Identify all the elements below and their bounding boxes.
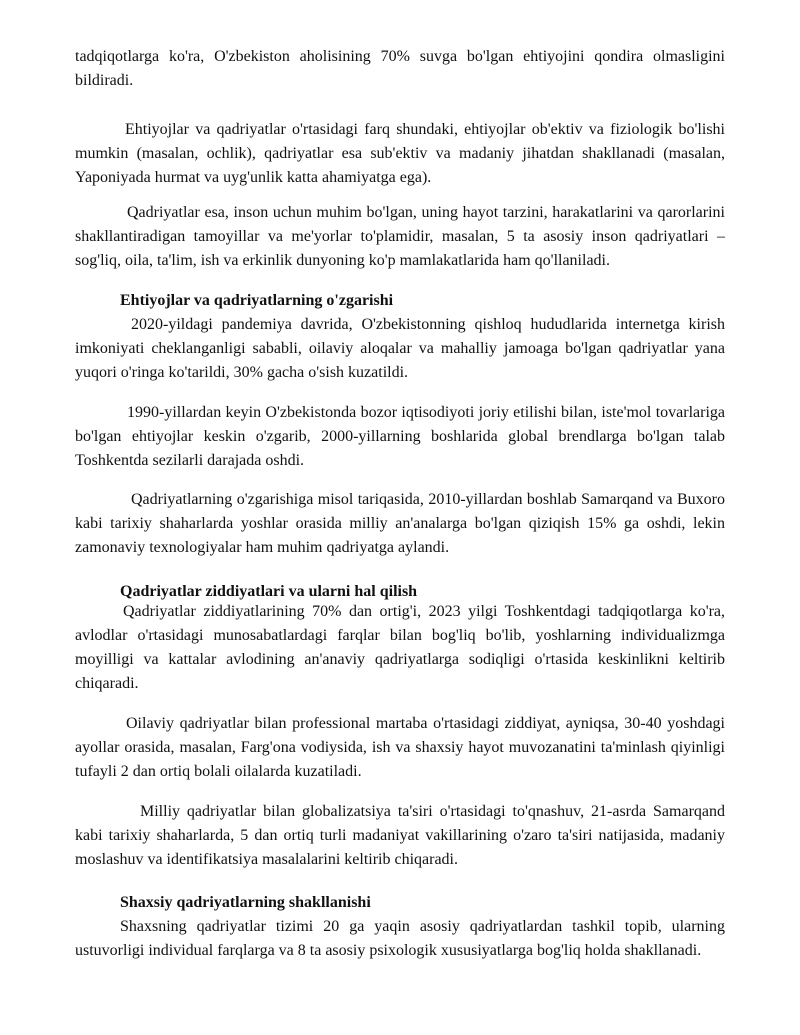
section-heading: Shaxsiy qadriyatlarning shakllanishi <box>120 894 371 911</box>
paragraph: Shaxsning qadriyatlar tizimi 20 ga yaqin asosiy qadriyatlardan tashkil topib, ularning ustuvorligi individual farqlarga va 8 ta asosiy psixologik xususiyatlarga bog'liq holda shakllanadi. <box>75 918 725 959</box>
paragraph: Qadriyatlar ziddiyatlarining 70% dan ortig'i, 2023 yilgi Toshkentdagi tadqiqotlarga ko'ra, avlodlar o'rtasidagi munosabatlardagi farqlar bilan bog'liq bo'lib, yoshlarning individualizmga moyilligi va kattalar avlodining an'anaviy qadriyatlarga sodiqligi o'rtasida keskinlikni keltirib chiqaradi. <box>75 603 725 692</box>
paragraph-needs-vs-values: Ehtiyojlar va qadriyatlar o'rtasidagi farq shundaki, ehtiyojlar ob'ektiv va fiziologik bo'lishi mumkin (masalan, ochlik), qadriyatlar esa sub'ektiv va madaniy jihatdan shakllanadi (masalan, Yaponiyada hurmat va uyg'unlik katta ahamiyatga ega). <box>75 121 725 186</box>
paragraph-continuation: tadqiqotlarga ko'ra, O'zbekiston aholisining 70% suvga bo'lgan ehtiyojini qondira olmasligini bildiradi. <box>75 48 725 89</box>
paragraph: Milliy qadriyatlar bilan globalizatsiya ta'siri o'rtasidagi to'qnashuv, 21-asrda Samarqand kabi tarixiy shaharlarda, 5 dan ortiq turli madaniyat vakillarining o'zaro ta'siri natijasida, madaniy moslashuv va identifikatsiya masalalarini keltirib chiqaradi. <box>75 803 725 868</box>
section-value-conflicts <box>75 580 725 872</box>
paragraph: 2020-yildagi pandemiya davrida, O'zbekistonning qishloq hududlarida internetga kirish imkoniyati cheklanganligi sababli, oilaviy aloqalar va mahalliy jamoaga bo'lgan qadriyatlar yana yuqori o'ringa ko'tarildi, 30% gacha o'sish kuzatildi. <box>75 316 725 381</box>
section-personal-values <box>75 891 725 963</box>
paragraph: 1990-yillardan keyin O'zbekistonda bozor iqtisodiyoti joriy etilishi bilan, iste'mol tovarlariga bo'lgan ehtiyojlar keskin o'zgarib, 2000-yillarning boshlarida global brendlarga bo'lgan talab Toshkentda sezilarli darajada oshdi. <box>75 404 725 469</box>
paragraph-values-definition: Qadriyatlar esa, inson uchun muhim bo'lgan, uning hayot tarzini, harakatlarini va qarorlarini shakllantiradigan tamoyillar va me'yorlar to'plamidir, masalan, 5 ta asosiy inson qadriyatlari – sog'liq, oila, ta'lim, ish va erkinlik dunyoning ko'p mamlakatlarida ham qo'llaniladi. <box>75 204 725 269</box>
section-heading: Ehtiyojlar va qadriyatlarning o'zgarishi <box>120 292 394 309</box>
section-needs-values-change <box>75 289 725 560</box>
paragraph: Qadriyatlarning o'zgarishiga misol tariqasida, 2010-yillardan boshlab Samarqand va Buxoro kabi tarixiy shaharlarda yoshlar orasida milliy an'analarga bo'lgan qiziqish 15% ga oshdi, lekin zamonaviy texnologiyalar ham muhim qadriyatga aylandi. <box>75 491 725 556</box>
paragraph: Oilaviy qadriyatlar bilan professional martaba o'rtasidagi ziddiyat, ayniqsa, 30-40 yoshdagi ayollar orasida, masalan, Farg'ona vodiysida, ish va shaxsiy hayot muvozanatini ta'minlash qiyinligi tufayli 2 dan ortiq bolali oilalarda kuzatiladi. <box>75 715 725 780</box>
section-heading: Qadriyatlar ziddiyatlari va ularni hal qilish <box>120 583 418 600</box>
document-page <box>75 45 725 963</box>
